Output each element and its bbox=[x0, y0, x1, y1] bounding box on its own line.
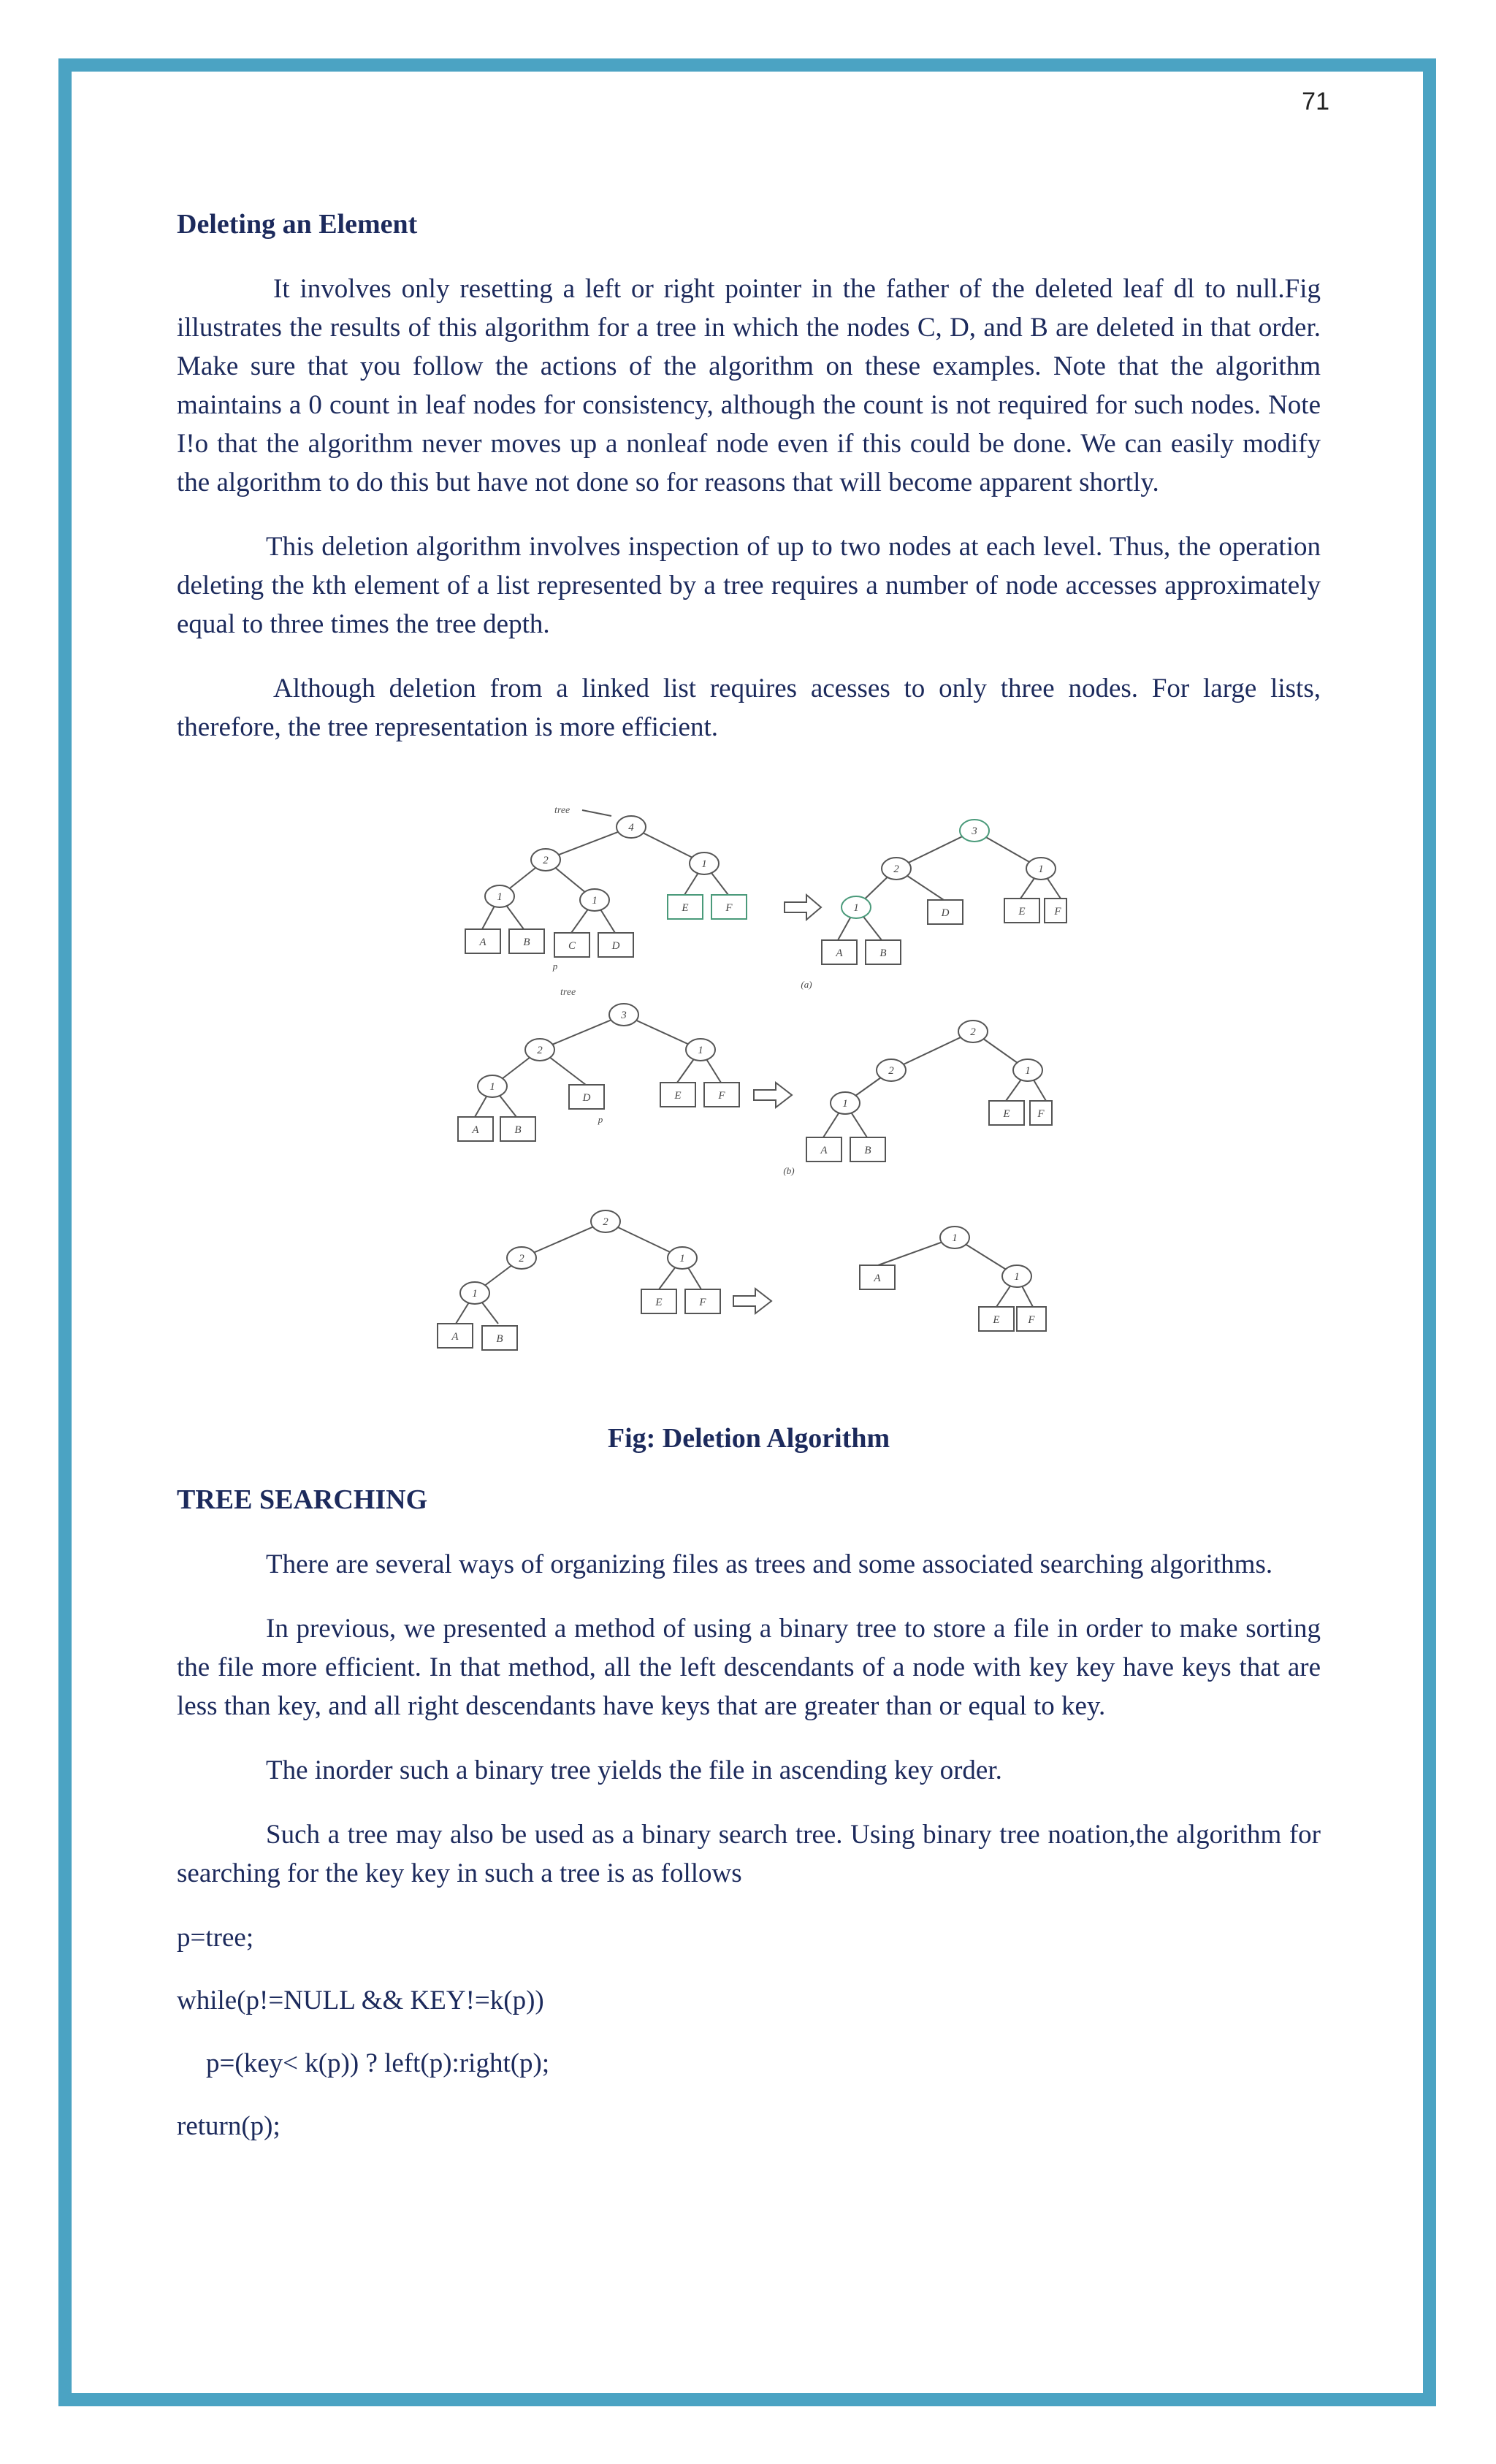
svg-text:(a): (a) bbox=[801, 979, 812, 990]
section-heading-tree-searching: TREE SEARCHING bbox=[177, 1484, 428, 1515]
deletion-figure bbox=[177, 779, 1321, 1422]
svg-text:1: 1 bbox=[497, 891, 503, 903]
svg-text:p: p bbox=[598, 1114, 603, 1125]
svg-text:E: E bbox=[682, 902, 689, 914]
svg-text:F: F bbox=[725, 902, 733, 914]
svg-text:2: 2 bbox=[543, 855, 549, 866]
svg-text:F: F bbox=[1054, 906, 1061, 918]
code-line: p=tree; bbox=[177, 1923, 254, 1953]
tree-c-after bbox=[860, 1227, 1046, 1331]
svg-text:B: B bbox=[864, 1145, 871, 1156]
paragraph: There are several ways of organizing files as trees and some associated searching algorithms. bbox=[266, 1549, 1273, 1579]
tree-a-after bbox=[801, 820, 1066, 990]
svg-text:1: 1 bbox=[1038, 863, 1044, 875]
svg-text:D: D bbox=[582, 1092, 591, 1104]
page-number: 71 bbox=[1302, 88, 1329, 115]
page-content bbox=[177, 208, 1321, 2170]
svg-text:F: F bbox=[1037, 1108, 1045, 1120]
svg-text:1: 1 bbox=[472, 1288, 478, 1300]
svg-text:E: E bbox=[655, 1297, 663, 1308]
svg-text:B: B bbox=[879, 947, 887, 959]
tree-b-after bbox=[783, 1021, 1052, 1176]
svg-text:E: E bbox=[1003, 1108, 1010, 1120]
svg-text:tree: tree bbox=[560, 987, 576, 998]
transition-arrow bbox=[754, 1083, 792, 1107]
paragraph: Although deletion from a linked list requires acesses to only three nodes. For large lists, therefore, the tree representation is more efficient. bbox=[177, 674, 1321, 742]
svg-text:1: 1 bbox=[701, 858, 707, 870]
svg-text:1: 1 bbox=[592, 895, 598, 907]
svg-text:A: A bbox=[479, 937, 486, 948]
svg-text:4: 4 bbox=[628, 822, 634, 834]
tree-label: tree bbox=[554, 805, 570, 816]
svg-text:D: D bbox=[941, 907, 950, 919]
svg-text:1: 1 bbox=[853, 902, 859, 914]
svg-text:1: 1 bbox=[1025, 1065, 1031, 1077]
code-line: return(p); bbox=[177, 2111, 280, 2141]
svg-text:A: A bbox=[874, 1273, 881, 1284]
svg-text:2: 2 bbox=[603, 1216, 608, 1228]
svg-text:1: 1 bbox=[952, 1232, 958, 1244]
svg-text:D: D bbox=[611, 940, 620, 952]
svg-text:E: E bbox=[993, 1314, 1000, 1326]
svg-text:A: A bbox=[472, 1124, 479, 1136]
code-line: while(p!=NULL && KEY!=k(p)) bbox=[177, 1986, 544, 2015]
svg-text:A: A bbox=[820, 1145, 828, 1156]
svg-text:2: 2 bbox=[893, 863, 899, 875]
figure-caption: Fig: Deletion Algorithm bbox=[607, 1423, 890, 1454]
svg-text:1: 1 bbox=[679, 1253, 685, 1265]
svg-text:2: 2 bbox=[537, 1045, 543, 1056]
svg-text:3: 3 bbox=[621, 1010, 627, 1021]
svg-text:2: 2 bbox=[888, 1065, 894, 1077]
deletion-tree-diagram bbox=[177, 779, 1321, 1422]
svg-text:2: 2 bbox=[970, 1026, 976, 1038]
svg-text:1: 1 bbox=[698, 1045, 703, 1056]
svg-text:3: 3 bbox=[972, 825, 977, 837]
svg-text:A: A bbox=[451, 1331, 459, 1343]
section-heading-deleting: Deleting an Element bbox=[177, 209, 418, 240]
code-line: p=(key< k(p)) ? left(p):right(p); bbox=[206, 2048, 550, 2078]
tree-a-before bbox=[465, 805, 747, 972]
paragraph: This deletion algorithm involves inspection of up to two nodes at each level. Thus, the operation deleting the kth element of a list represented by a tree requires a number of node accesses approximately equal to three times the tree depth. bbox=[177, 532, 1321, 639]
svg-text:E: E bbox=[1018, 906, 1026, 918]
svg-text:2: 2 bbox=[519, 1253, 524, 1265]
paragraph: The inorder such a binary tree yields the file in ascending key order. bbox=[266, 1755, 1002, 1785]
svg-text:A: A bbox=[836, 947, 843, 959]
svg-text:C: C bbox=[568, 940, 576, 952]
svg-text:1: 1 bbox=[489, 1081, 495, 1093]
paragraph: Such a tree may also be used as a binary search tree. Using binary tree noation,the algorithm for searching for the key key in such a tree is as follows bbox=[177, 1820, 1321, 1888]
paragraph: In previous, we presented a method of using a binary tree to store a file in order to make sorting the file more efficient. In that method, all the left descendants of a node with key key have keys that are less than key, and all right descendants have keys that are greater than or equal to key. bbox=[177, 1614, 1321, 1721]
svg-text:B: B bbox=[514, 1124, 522, 1136]
svg-text:1: 1 bbox=[842, 1098, 848, 1110]
svg-text:B: B bbox=[496, 1333, 503, 1345]
transition-arrow bbox=[733, 1289, 771, 1313]
svg-text:B: B bbox=[523, 937, 530, 948]
transition-arrow bbox=[785, 895, 821, 920]
tree-c-before bbox=[438, 1210, 720, 1350]
paragraph: It involves only resetting a left or right pointer in the father of the deleted leaf dl to null.Fig illustrates the results of this algorithm for a tree in which the nodes C, D, and B are deleted in that order. Make sure that you follow the actions of the algorithm on these examples. Note that the algorithm maintains a 0 count in leaf nodes for consistency, although the count is not required for such nodes. Note I!o that the algorithm never moves up a nonleaf node even if this could be done. We can easily modify the algorithm to do this but have not done so for reasons that will become apparent shortly. bbox=[177, 274, 1321, 497]
svg-text:F: F bbox=[699, 1297, 706, 1308]
svg-text:(b): (b) bbox=[783, 1165, 795, 1176]
svg-text:F: F bbox=[1028, 1314, 1035, 1326]
svg-text:F: F bbox=[718, 1090, 725, 1102]
svg-text:1: 1 bbox=[1014, 1271, 1020, 1283]
tree-b-before bbox=[458, 987, 739, 1141]
svg-text:p: p bbox=[552, 961, 558, 972]
svg-text:E: E bbox=[674, 1090, 682, 1102]
